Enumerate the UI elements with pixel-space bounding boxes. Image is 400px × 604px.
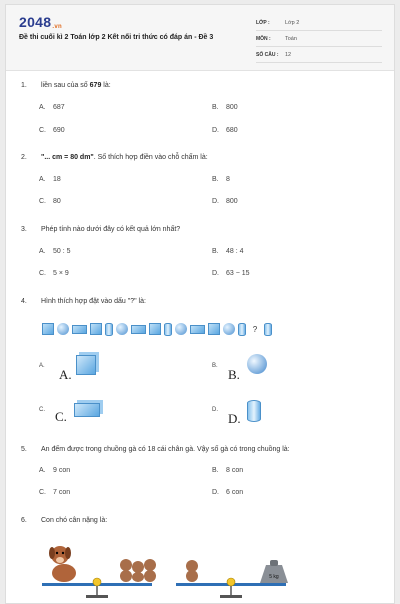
q4-choice-b-letter: B. — [212, 363, 218, 369]
box-shape — [72, 325, 87, 334]
cube-shape — [149, 323, 161, 335]
cylinder-shape — [238, 323, 246, 336]
q2-option-c[interactable]: C. 80 — [39, 198, 61, 205]
meta-question-count: SỐ CÂU : 12 — [256, 48, 382, 63]
q2-option-b[interactable]: B. 8 — [212, 176, 230, 183]
question-1: 1. liền sau của số 679 là: — [21, 82, 111, 89]
exam-meta — [256, 16, 382, 64]
question-2: 2. "... cm = 80 dm". Số thích hợp điền vào chỗ chấm là: — [21, 154, 208, 161]
small-dogs-icon — [120, 559, 156, 582]
cylinder-shape — [164, 323, 172, 336]
exam-title: Đề thi cuối kì 2 Toán lớp 2 Kết nối tri thức có đáp án - Đề 3 — [19, 34, 214, 41]
q1-option-a[interactable]: A. 687 — [39, 104, 65, 111]
cube-shape — [42, 323, 54, 335]
big-dog-icon — [49, 546, 76, 582]
weight-label: 5 kg — [269, 574, 279, 580]
shape-sequence — [42, 318, 332, 340]
small-dog-icon — [186, 560, 198, 582]
q4-choice-c-label[interactable]: C. — [55, 409, 67, 424]
cube-shape — [90, 323, 102, 335]
ball-shape — [116, 323, 128, 335]
box-shape — [131, 325, 146, 334]
q5-option-d[interactable]: D. 6 con — [212, 489, 244, 496]
q4-choice-d-label[interactable]: D. — [228, 411, 241, 426]
question-mark: ? — [252, 324, 258, 334]
q4-choice-a-label[interactable]: A. — [59, 367, 72, 382]
q4-choice-a-letter: A. — [39, 363, 45, 369]
cylinder-option-shape[interactable] — [247, 400, 261, 422]
box-option-shape[interactable] — [74, 403, 100, 417]
ball-shape — [175, 323, 187, 335]
question-4: 4. Hình thích hợp đặt vào dấu "?" là: — [21, 298, 146, 305]
weight-icon — [260, 560, 288, 583]
question-3: 3. Phép tính nào dưới đây có kết quả lớn nhất? — [21, 226, 181, 233]
balance-scale-illustration — [36, 539, 296, 599]
q4-choice-c-letter: C. — [39, 407, 45, 413]
q5-option-b[interactable]: B. 8 con — [212, 467, 244, 474]
site-logo[interactable]: 2048.vn — [19, 14, 62, 30]
cylinder-shape — [105, 323, 113, 336]
q1-option-b[interactable]: B. 800 — [212, 104, 238, 111]
q4-choice-d-letter: D. — [212, 407, 218, 413]
cube-option-shape[interactable] — [76, 355, 96, 375]
exam-page — [5, 4, 395, 604]
box-shape — [190, 325, 205, 334]
q3-option-d[interactable]: D. 63 − 15 — [212, 270, 250, 277]
q2-option-a[interactable]: A. 18 — [39, 176, 61, 183]
q2-option-d[interactable]: D. 800 — [212, 198, 238, 205]
q4-choice-b-label[interactable]: B. — [228, 367, 240, 382]
cube-shape — [208, 323, 220, 335]
question-6: 6. Con chó cân nặng là: — [21, 517, 108, 524]
ball-option-shape[interactable] — [247, 354, 267, 374]
question-5: 5. An đếm được trong chuồng gà có 18 cái chân gà. Vậy số gà có trong chuồng là: — [21, 446, 290, 453]
q5-option-a[interactable]: A. 9 con — [39, 467, 71, 474]
q3-option-b[interactable]: B. 48 : 4 — [212, 248, 244, 255]
q5-option-c[interactable]: C. 7 con — [39, 489, 71, 496]
q1-option-d[interactable]: D. 680 — [212, 127, 238, 134]
ball-shape — [57, 323, 69, 335]
q1-option-c[interactable]: C. 690 — [39, 127, 65, 134]
q3-option-a[interactable]: A. 50 : 5 — [39, 248, 71, 255]
ball-shape — [223, 323, 235, 335]
cylinder-shape — [264, 323, 272, 336]
meta-subject: MÔN : Toán — [256, 32, 382, 47]
q3-option-c[interactable]: C. 5 × 9 — [39, 270, 69, 277]
meta-grade: LỚP : Lớp 2 — [256, 16, 382, 31]
exam-header — [6, 5, 394, 71]
